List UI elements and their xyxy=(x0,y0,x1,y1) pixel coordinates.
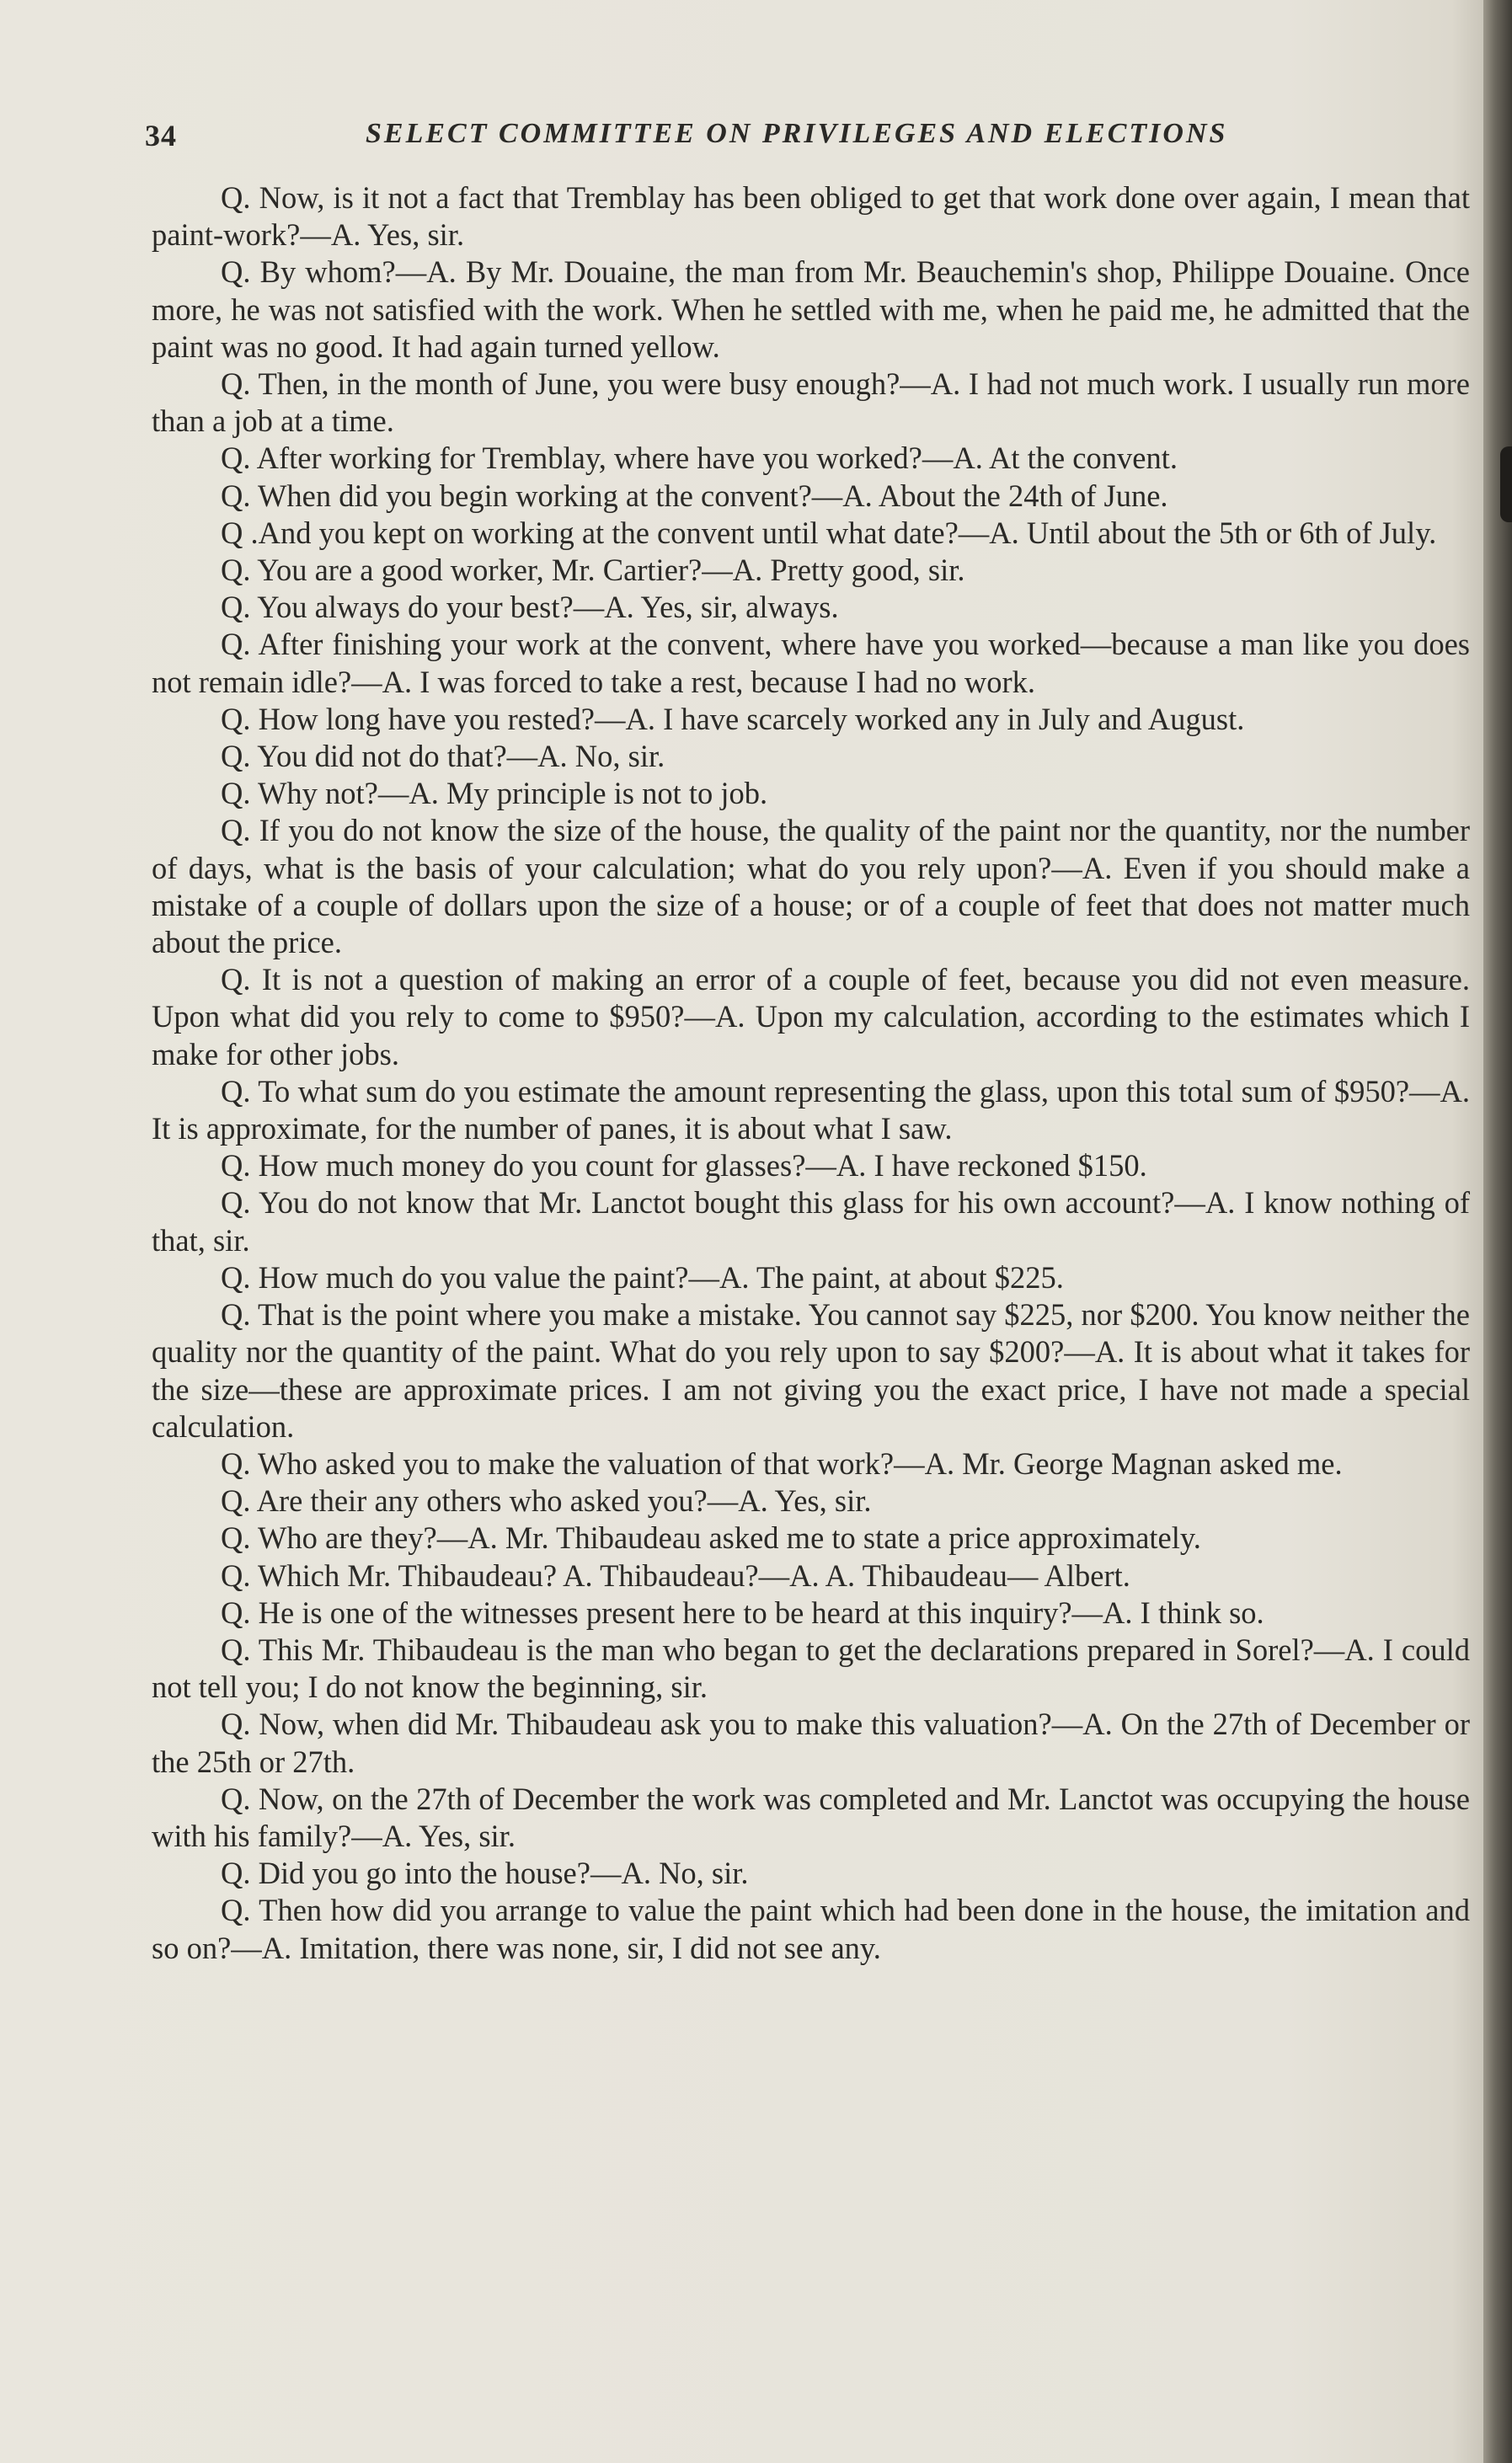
testimony-paragraph: Q. You did not do that?—A. No, sir. xyxy=(221,739,665,774)
testimony-paragraph: Q. How much money do you count for glasses?—A. I have reckoned $150. xyxy=(221,1148,1147,1183)
testimony-paragraph: Q. Why not?—A. My principle is not to job. xyxy=(221,776,768,811)
testimony-paragraph: Q. To what sum do you estimate the amount representing the glass, upon this total sum of $950?—A. It is approximate, for the number of panes, it is about what I saw. xyxy=(152,1073,1470,1146)
running-title: SELECT COMMITTEE ON PRIVILEGES AND ELECTIONS xyxy=(366,118,1228,149)
testimony-paragraph: Q. You always do your best?—A. Yes, sir, always. xyxy=(221,590,839,625)
testimony-paragraph: Q. After finishing your work at the convent, where have you worked—because a man like you does not remain idle?—A. I was forced to take a rest, because I had no work. xyxy=(152,627,1470,699)
testimony-paragraph: Q. Now, on the 27th of December the work was completed and Mr. Lanctot was occupying the house with his family?—A. Yes, sir. xyxy=(152,1781,1470,1853)
testimony-text xyxy=(152,179,1470,1967)
testimony-paragraph: Q. It is not a question of making an error of a couple of feet, because you did not even measure. Upon what did you rely to come to $950?—A. Upon my calculation, according to the estimates which I make for other jobs. xyxy=(152,962,1470,1071)
testimony-paragraph: Q. This Mr. Thibaudeau is the man who began to get the declarations prepared in Sorel?—A. I could not tell you; I do not know the beginning, sir. xyxy=(152,1632,1470,1705)
testimony-paragraph: Q. You do not know that Mr. Lanctot bought this glass for his own account?—A. I know nothing of that, sir. xyxy=(152,1185,1470,1258)
page-number: 34 xyxy=(145,119,177,152)
testimony-paragraph: Q. He is one of the witnesses present here to be heard at this inquiry?—A. I think so. xyxy=(221,1595,1264,1630)
page-header xyxy=(145,118,1467,160)
testimony-paragraph: Q. Which Mr. Thibaudeau? A. Thibaudeau?—A. A. Thibaudeau— Albert. xyxy=(221,1557,1130,1593)
testimony-paragraph: Q. Then how did you arrange to value the paint which had been done in the house, the imitation and so on?—A. Imitation, there was none, sir, I did not see any. xyxy=(152,1893,1470,1965)
testimony-paragraph: Q. By whom?—A. By Mr. Douaine, the man from Mr. Beauchemin's shop, Philippe Douaine. Once more, he was not satisfied with the work. When he settled with me, when he paid me, he admitted that the paint was no good. It had again turned yellow. xyxy=(152,254,1470,364)
testimony-paragraph: Q. Now, is it not a fact that Tremblay has been obliged to get that work done over again, I mean that paint-work?—A. Yes, sir. xyxy=(152,180,1470,253)
testimony-paragraph: Q. How much do you value the paint?—A. The paint, at about $225. xyxy=(221,1259,1064,1295)
testimony-paragraph: Q. Did you go into the house?—A. No, sir. xyxy=(221,1856,749,1891)
testimony-paragraph: Q. After working for Tremblay, where have you worked?—A. At the convent. xyxy=(221,441,1178,476)
testimony-paragraph: Q. Who are they?—A. Mr. Thibaudeau asked me to state a price approximately. xyxy=(221,1520,1201,1556)
testimony-paragraph: Q. Are their any others who asked you?—A. Yes, sir. xyxy=(221,1483,872,1519)
testimony-paragraph: Q. Then, in the month of June, you were busy enough?—A. I had not much work. I usually run more than a job at a time. xyxy=(152,366,1470,439)
testimony-paragraph: Q. When did you begin working at the convent?—A. About the 24th of June. xyxy=(221,478,1168,513)
testimony-paragraph: Q .And you kept on working at the convent until what date?—A. Until about the 5th or 6th of July. xyxy=(221,515,1437,550)
page-edge xyxy=(1483,0,1512,2463)
testimony-paragraph: Q. You are a good worker, Mr. Cartier?—A. Pretty good, sir. xyxy=(221,553,965,588)
testimony-paragraph: Q. Now, when did Mr. Thibaudeau ask you to make this valuation?—A. On the 27th of December or the 25th or 27th. xyxy=(152,1707,1470,1779)
testimony-paragraph: Q. Who asked you to make the valuation of that work?—A. Mr. George Magnan asked me. xyxy=(221,1445,1343,1481)
testimony-paragraph: Q. That is the point where you make a mistake. You cannot say $225, nor $200. You know neither the quality nor the quantity of the paint. What do you rely upon to say $200?—A. It is about what it takes for the size—these are approximate prices. I am not giving you the exact price, I have not made a special calculation. xyxy=(152,1297,1470,1444)
testimony-paragraph: Q. If you do not know the size of the house, the quality of the paint nor the quantity, nor the number of days, what is the basis of your calculation; what do you rely upon?—A. Even if you should make a mistake of a couple of dollars upon the size of a house; or of a couple of feet that does not matter much about the price. xyxy=(152,813,1470,960)
binding-mark xyxy=(1500,446,1512,522)
testimony-paragraph: Q. How long have you rested?—A. I have scarcely worked any in July and August. xyxy=(221,701,1245,736)
